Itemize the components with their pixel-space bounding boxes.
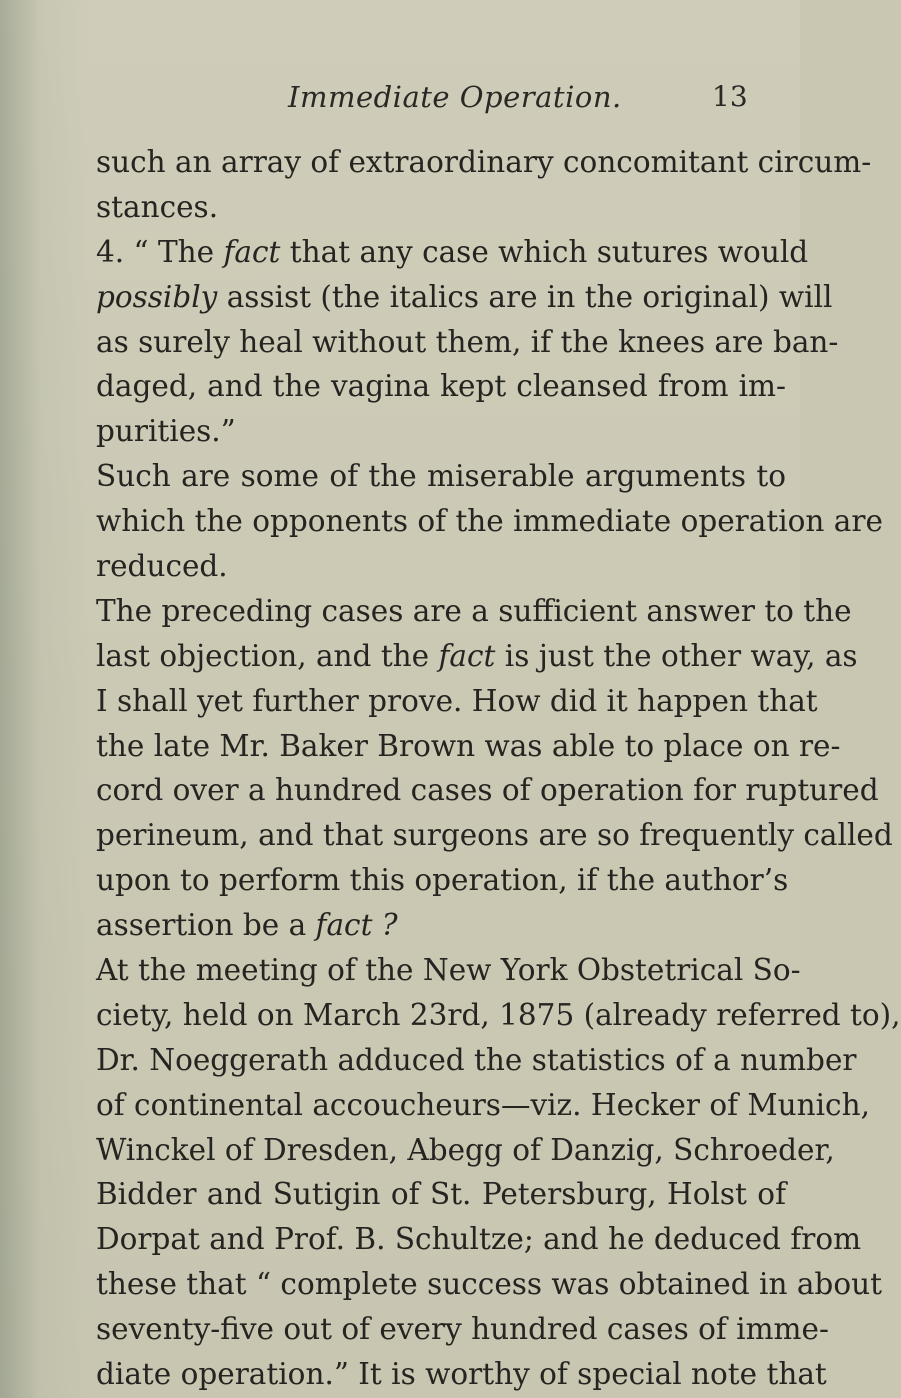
text-line xyxy=(96,948,801,993)
text-segment: seventy-five out of every hundred cases of imme- xyxy=(96,1312,829,1347)
text-segment: the late Mr. Baker Brown was able to place on re- xyxy=(96,728,841,763)
text-line xyxy=(96,1352,827,1397)
text-segment: diate operation.” It is worthy of special note that xyxy=(96,1357,827,1392)
text-segment: purities.” xyxy=(96,414,236,449)
text-line xyxy=(96,185,786,230)
text-segment: is just the other way, as xyxy=(495,638,858,673)
text-segment: which the opponents of the immediate operation are xyxy=(96,504,883,539)
text-line xyxy=(96,409,786,454)
text-line xyxy=(96,1307,829,1352)
text-segment: cord over a hundred cases of operation for ruptured xyxy=(96,773,879,808)
text-segment: upon to perform this operation, if the author’s xyxy=(96,863,789,898)
page-number: 13 xyxy=(712,80,748,113)
text-segment: that any case which sutures would xyxy=(280,234,809,269)
text-line xyxy=(96,679,818,724)
text-line xyxy=(96,140,872,185)
text-segment: assist (the italics are in the original) will xyxy=(217,279,833,314)
text-segment: perineum, and that surgeons are so frequently called xyxy=(96,818,893,853)
text-segment: stances. xyxy=(96,189,219,224)
text-segment: reduced. xyxy=(96,549,228,584)
text-segment: last objection, and the xyxy=(96,638,439,673)
text-segment: of continental accoucheurs—viz. Hecker of Munich, xyxy=(96,1087,870,1122)
text-line xyxy=(96,1262,882,1307)
running-title: Immediate Operation. xyxy=(288,80,622,114)
text-line xyxy=(96,454,786,499)
body-text xyxy=(96,140,901,1397)
text-line xyxy=(96,230,809,275)
text-line xyxy=(96,1128,835,1173)
text-line xyxy=(96,364,786,409)
text-line xyxy=(96,589,852,634)
text-line xyxy=(96,1038,857,1083)
text-line xyxy=(96,724,841,769)
text-segment: The preceding cases are a sufficient answer to the xyxy=(96,593,852,628)
text-line xyxy=(96,634,858,679)
italic-text: possibly xyxy=(96,279,218,314)
text-line xyxy=(96,1217,862,1262)
text-segment: Dr. Noeggerath adduced the statistics of a number xyxy=(96,1042,857,1077)
text-line xyxy=(96,858,789,903)
text-segment: as surely heal without them, if the knees are ban- xyxy=(96,324,839,359)
text-line xyxy=(96,320,839,365)
text-line xyxy=(96,1083,870,1128)
text-segment: ciety, held on March 23rd, 1875 (already referred to), xyxy=(96,997,901,1032)
running-head xyxy=(0,80,800,120)
text-segment: I shall yet further prove. How did it happen that xyxy=(96,683,818,718)
text-segment: Dorpat and Prof. B. Schultze; and he deduced from xyxy=(96,1222,862,1257)
text-segment: these that “ complete success was obtained in about xyxy=(96,1267,882,1302)
text-segment: 4. “ The xyxy=(96,234,224,269)
text-segment: At the meeting of the New York Obstetrical So- xyxy=(96,953,801,988)
italic-text: fact xyxy=(438,638,496,673)
text-segment: daged, and the vagina kept cleansed from im- xyxy=(96,369,786,404)
text-line xyxy=(96,1172,786,1217)
text-segment: assertion be a xyxy=(96,908,316,943)
text-line xyxy=(96,903,786,948)
text-segment: Winckel of Dresden, Abegg of Danzig, Schroeder, xyxy=(96,1132,835,1167)
text-line xyxy=(96,768,879,813)
text-line xyxy=(96,275,833,320)
text-segment: Bidder and Sutigin of St. Petersburg, Holst of xyxy=(96,1177,786,1212)
text-line xyxy=(96,544,786,589)
italic-text: fact xyxy=(223,234,281,269)
text-line xyxy=(96,813,893,858)
text-line xyxy=(96,499,883,544)
italic-text: fact ? xyxy=(315,908,398,943)
text-segment: Such are some of the miserable arguments to xyxy=(96,459,786,494)
text-line xyxy=(96,993,901,1038)
text-segment: such an array of extraordinary concomitant circum- xyxy=(96,145,872,179)
